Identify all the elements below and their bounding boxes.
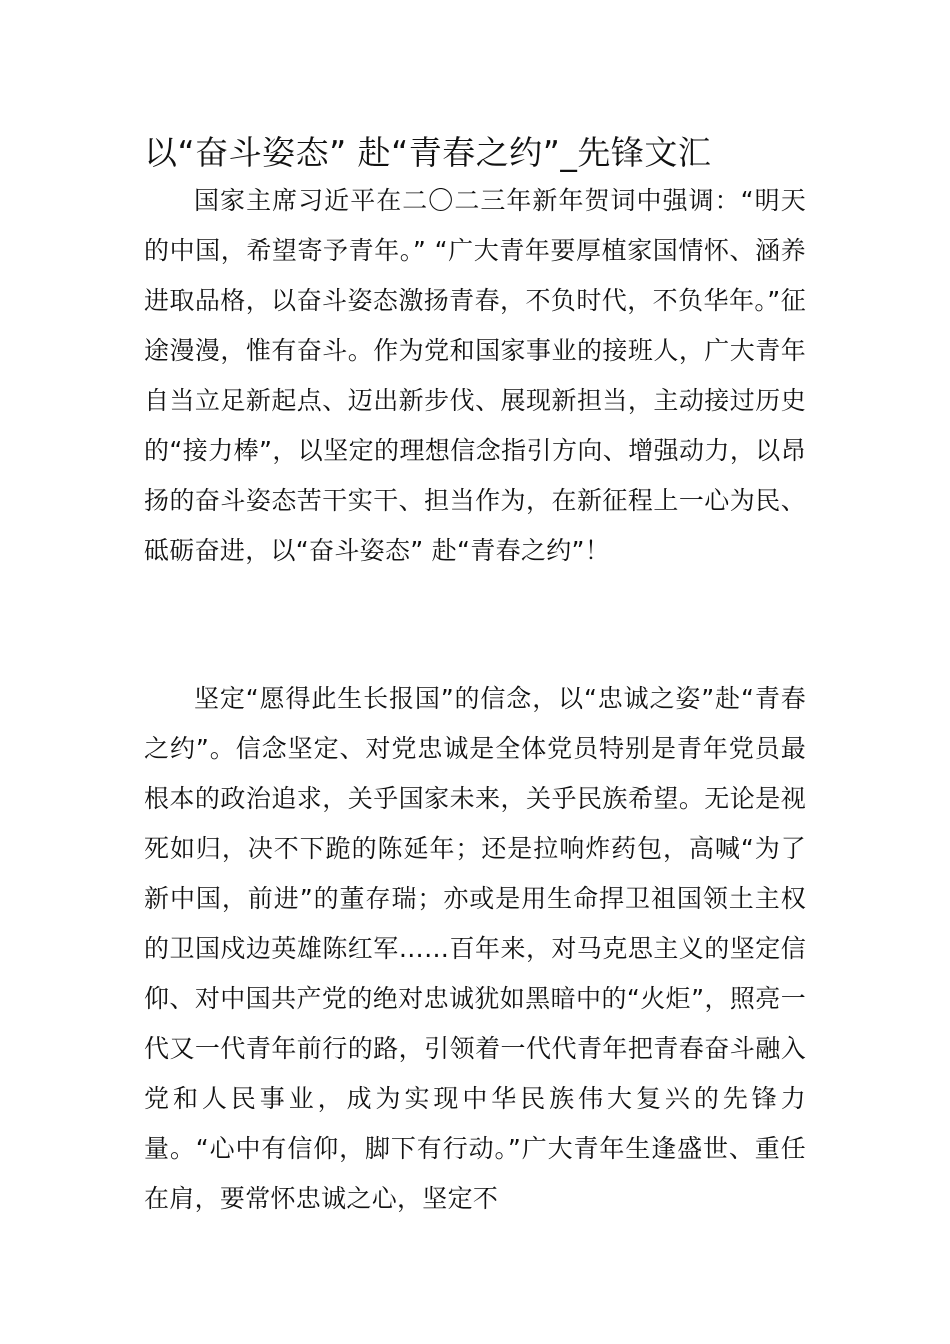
- paragraph-loyalty: 坚定“愿得此生长报国”的信念，以“忠诚之姿”赴“青春之约”。信念坚定、对党忠诚是全体党员特别是青年党员最根本的政治追求，关乎国家未来，关乎民族希望。无论是视死如归，决不下跪的陈延年；还是拉响炸药包，高喊“为了新中国，前进”的董存瑞；亦或是用生命捍卫祖国领土主权的卫国戍边英雄陈红军……百年来，对马克思主义的坚定信仰、对中国共产党的绝对忠诚犹如黑暗中的“火炬”，照亮一代又一代青年前行的路，引领着一代代青年把青春奋斗融入党和人民事业，成为实现中华民族伟大复兴的先锋力量。“心中有信仰，脚下有行动。”广大青年生逢盛世、重任在肩，要常怀忠诚之心，坚定不: [144, 684, 806, 1213]
- paragraph-intro: 国家主席习近平在二〇二三年新年贺词中强调：“明天的中国，希望寄予青年。” “广大青年要厚植家国情怀、涵养进取品格，以奋斗姿态激扬青春，不负时代，不负华年。”征途漫漫，惟有奋斗。作为党和国家事业的接班人，广大青年自当立足新起点、迈出新步伐、展现新担当，主动接过历史的“接力棒”，以坚定的理想信念指引方向、增强动力，以昂扬的奋斗姿态苦干实干、担当作为，在新征程上一心为民、砥砺奋进，以“奋斗姿态” 赴“青春之约”！: [144, 186, 806, 565]
- document-title: 以“奋斗姿态” 赴“青春之约”_先锋文汇: [144, 133, 712, 172]
